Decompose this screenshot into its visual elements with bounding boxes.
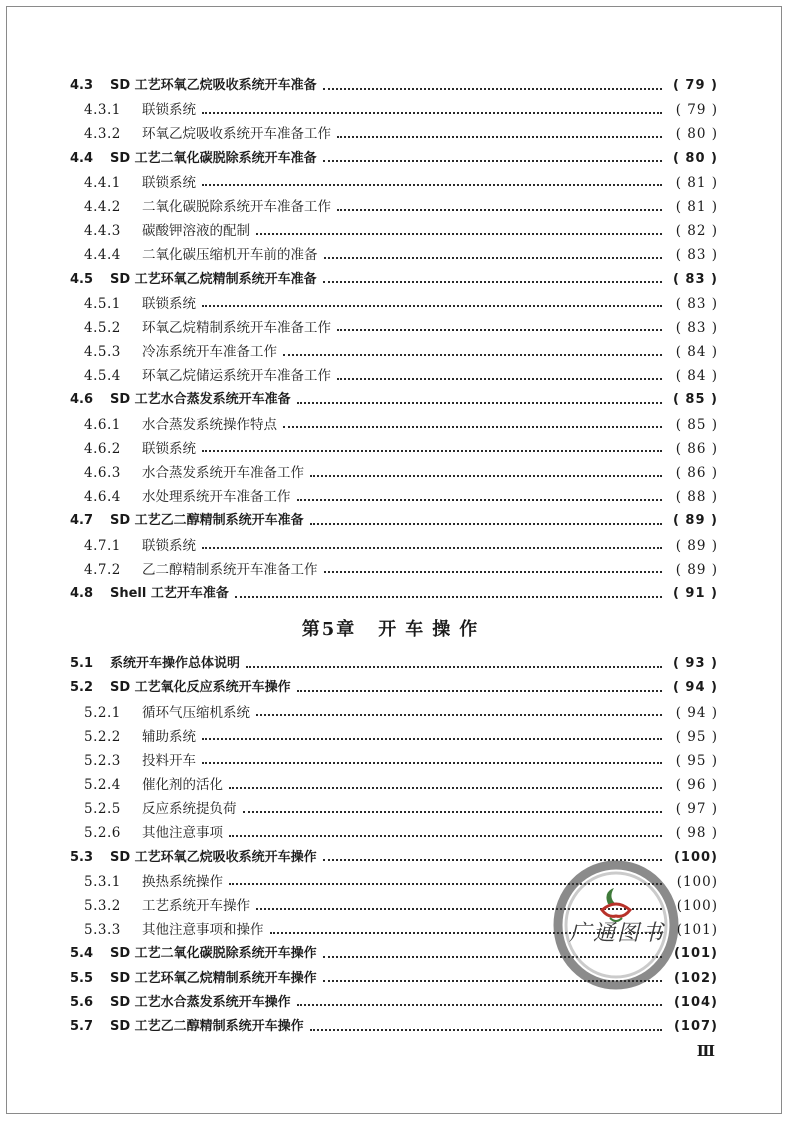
toc-entry-number: 4.7 [70,513,94,529]
toc-entry-page: ( 89 ) [675,561,718,578]
toc-entry-page: ( 83 ) [675,319,718,336]
toc-entry-number: 5.6 [70,994,94,1010]
toc-entry-number: 5.2 [70,680,94,696]
toc-entry-title: 水处理系统开车准备工作 [142,489,291,506]
toc-entry-page: ( 89 ) [675,537,718,554]
toc-entry-number: 5.3.3 [84,922,121,939]
toc-entry[interactable] [70,219,718,243]
chapter-title: 开车操作 [378,619,487,641]
toc-entry[interactable] [70,749,718,773]
toc-entry-number: 5.5 [70,970,94,986]
toc-entry-page: ( 83 ) [672,271,718,287]
toc-entry[interactable] [70,74,718,98]
toc-entry-title: SD 工艺乙二醇精制系统开车准备 [110,513,304,529]
toc-entry-title: 水合蒸发系统操作特点 [142,416,277,433]
toc-entry-page: (100) [673,849,718,865]
toc-entry-page: ( 80 ) [672,150,718,166]
toc-entry-title: 环氧乙烷精制系统开车准备工作 [142,319,331,336]
toc-entry-page: ( 81 ) [675,198,718,215]
toc-section-chapter4 [70,74,718,606]
toc-entry-number: 4.5.4 [84,368,121,385]
toc-entry[interactable] [70,701,718,725]
toc-dot-leader [310,466,662,477]
toc-entry[interactable] [70,340,718,364]
toc-entry[interactable] [70,558,718,582]
toc-dot-leader [297,681,662,692]
toc-entry-number: 4.6.1 [84,416,121,433]
toc-entry-title: SD 工艺乙二醇精制系统开车操作 [110,1018,304,1034]
toc-entry-page: ( 84 ) [675,344,718,361]
toc-entry-title: 环氧乙烷储运系统开车准备工作 [142,368,331,385]
toc-entry-number: 5.3 [70,849,94,865]
toc-entry-number: 5.3.2 [84,898,121,914]
toc-entry-title: SD 工艺水合蒸发系统开车操作 [110,994,291,1010]
toc-entry-page: ( 79 ) [675,102,718,119]
toc-entry[interactable] [70,725,718,749]
toc-entry-number: 4.4.2 [84,198,121,215]
toc-entry-title: SD 工艺环氧乙烷精制系统开车操作 [110,970,317,986]
toc-dot-leader [246,657,662,668]
toc-dot-leader [202,296,662,307]
toc-dot-leader [283,345,662,356]
toc-dot-leader [256,705,662,716]
toc-entry-title: 反应系统提负荷 [142,801,237,818]
toc-dot-leader [202,103,662,114]
toc-entry-number: 4.7.1 [84,537,121,554]
toc-entry-title: 其他注意事项和操作 [142,922,264,939]
toc-entry[interactable] [70,1015,718,1039]
page-number: Ⅲ [696,1042,714,1060]
toc-entry-number: 4.6 [70,392,94,408]
toc-entry-title: SD 工艺氧化反应系统开车操作 [110,680,291,696]
toc-entry[interactable] [70,171,718,195]
toc-entry-page: (101) [676,922,718,939]
toc-entry-number: 4.3 [70,78,94,93]
toc-entry-page: ( 81 ) [675,174,718,191]
swirl-icon [602,904,630,916]
toc-entry[interactable] [70,991,718,1015]
toc-entry[interactable] [70,534,718,558]
toc-entry-number: 5.7 [70,1018,94,1034]
toc-entry-title: 系统开车操作总体说明 [110,656,241,672]
toc-entry-title: SD 工艺环氧乙烷吸收系统开车准备 [110,78,317,93]
toc-dot-leader [323,79,662,90]
toc-entry[interactable] [70,485,718,509]
toc-entry-title: 乙二醇精制系统开车准备工作 [142,561,318,578]
toc-entry-number: 5.2.1 [84,704,121,721]
toc-entry-title: 换热系统操作 [142,873,223,890]
toc-dot-leader [324,248,663,259]
toc-entry-title: 碳酸钾溶液的配制 [142,223,250,240]
toc-entry-page: ( 97 ) [675,801,718,818]
toc-entry-page: ( 82 ) [675,223,718,240]
toc-entry-number: 5.2.4 [84,777,121,794]
toc-entry[interactable] [70,413,718,437]
toc-dot-leader [202,753,662,764]
toc-entry-title: 冷冻系统开车准备工作 [142,344,277,361]
toc-entry-number: 5.3.1 [84,873,121,890]
toc-entry[interactable] [70,195,718,219]
stamp-text: 广通图书 [568,921,665,946]
toc-entry[interactable] [70,292,718,316]
toc-dot-leader [310,1020,662,1031]
toc-entry-title: 联锁系统 [142,174,196,191]
toc-entry[interactable] [70,316,718,340]
toc-entry-title: 其他注意事项 [142,825,223,842]
toc-entry-title: 联锁系统 [142,440,196,457]
toc-entry-number: 5.2.5 [84,801,121,818]
toc-entry[interactable] [70,821,718,845]
toc-dot-leader [337,200,662,211]
toc-dot-leader [229,826,662,837]
toc-entry-page: ( 96 ) [675,777,718,794]
toc-entry-title: 联锁系统 [142,102,196,119]
toc-entry[interactable] [70,98,718,122]
toc-entry[interactable] [70,797,718,821]
leaf-icon [606,888,616,904]
toc-entry[interactable] [70,652,718,676]
chapter-heading [70,608,718,652]
toc-entry-number: 4.4.4 [84,247,121,264]
toc-dot-leader [283,417,662,428]
toc-entry-title: Shell 工艺开车准备 [110,585,229,601]
toc-dot-leader [202,441,662,452]
toc-entry-title: 联锁系统 [142,537,196,554]
toc-dot-leader [323,272,662,283]
toc-entry-title: 工艺系统开车操作 [142,898,250,914]
toc-entry-title: 二氧化碳压缩机开车前的准备 [142,247,318,264]
toc-entry[interactable] [70,147,718,171]
toc-entry[interactable] [70,122,718,146]
toc-entry[interactable] [70,582,718,606]
toc-entry-number: 4.6.4 [84,489,121,506]
toc-entry-title: SD 工艺二氧化碳脱除系统开车准备 [110,150,317,166]
toc-dot-leader [297,490,663,501]
toc-entry-number: 4.4.3 [84,223,121,240]
publisher-stamp [548,858,684,992]
toc-entry-number: 5.2.6 [84,825,121,842]
toc-entry-page: ( 95 ) [675,728,718,745]
toc-entry-page: ( 94 ) [675,704,718,721]
toc-entry-title: 催化剂的活化 [142,777,223,794]
toc-entry-number: 4.7.2 [84,561,121,578]
toc-entry-page: (104) [673,994,718,1010]
chapter-number: 第5章 [301,619,357,641]
toc-entry-page: ( 83 ) [675,295,718,312]
toc-entry-page: ( 85 ) [672,392,718,408]
toc-entry-number: 5.4 [70,946,94,962]
toc-entry-page: ( 85 ) [675,416,718,433]
toc-entry-title: 辅助系统 [142,728,196,745]
toc-entry[interactable] [70,268,718,292]
toc-entry[interactable] [70,364,718,388]
toc-entry-page: ( 88 ) [675,489,718,506]
toc-dot-leader [310,514,662,525]
toc-entry-number: 5.2.3 [84,752,121,769]
toc-dot-leader [235,587,662,598]
toc-entry[interactable] [70,461,718,485]
toc-entry-page: ( 89 ) [672,513,718,529]
toc-entry[interactable] [70,388,718,412]
toc-dot-leader [202,729,662,740]
toc-entry-number: 5.2.2 [84,728,121,745]
toc-dot-leader [323,151,662,162]
toc-entry-page: ( 94 ) [672,680,718,696]
toc-entry-page: (101) [673,946,718,962]
toc-entry-page: (107) [673,1018,718,1034]
toc-entry-number: 4.4 [70,150,94,166]
toc-entry-title: SD 工艺环氧乙烷精制系统开车准备 [110,271,317,287]
toc-entry-number: 4.6.3 [84,465,121,481]
toc-entry-page: (100) [676,873,718,890]
toc-entry-page: ( 80 ) [675,126,718,143]
toc-entry-title: 水合蒸发系统开车准备工作 [142,465,304,481]
toc-dot-leader [256,224,662,235]
toc-entry-number: 4.6.2 [84,440,121,457]
toc-entry-page: ( 95 ) [675,752,718,769]
toc-entry-page: ( 83 ) [675,247,718,264]
toc-entry-title: SD 工艺水合蒸发系统开车准备 [110,392,291,408]
toc-entry-page: ( 79 ) [672,78,718,93]
toc-dot-leader [202,175,662,186]
toc-dot-leader [324,562,663,573]
toc-entry-title: 循环气压缩机系统 [142,704,250,721]
toc-entry[interactable] [70,243,718,267]
toc-entry-title: 联锁系统 [142,295,196,312]
toc-dot-leader [297,995,662,1006]
toc-dot-leader [337,320,662,331]
toc-dot-leader [297,393,662,404]
toc-entry[interactable] [70,509,718,533]
toc-entry-number: 4.3.1 [84,102,121,119]
toc-entry[interactable] [70,773,718,797]
toc-entry-page: ( 86 ) [675,440,718,457]
toc-entry-page: ( 86 ) [675,465,718,481]
toc-entry-page: ( 84 ) [675,368,718,385]
toc-entry[interactable] [70,676,718,700]
toc-entry-page: ( 91 ) [672,585,718,601]
toc-dot-leader [337,369,662,380]
toc-entry-title: 环氧乙烷吸收系统开车准备工作 [142,126,331,143]
toc-dot-leader [337,127,662,138]
toc-entry-number: 5.1 [70,656,94,672]
toc-entry-page: ( 93 ) [672,656,718,672]
toc-entry-number: 4.5.3 [84,344,121,361]
toc-entry-title: 投料开车 [142,752,196,769]
toc-entry-number: 4.5.2 [84,319,121,336]
toc-entry-number: 4.3.2 [84,126,121,143]
toc-entry-number: 4.5.1 [84,295,121,312]
toc-entry-number: 4.4.1 [84,174,121,191]
toc-entry-page: (102) [673,970,718,986]
toc-entry-number: 4.5 [70,271,94,287]
toc-entry-page: (100) [676,898,718,914]
toc-entry[interactable] [70,437,718,461]
toc-entry-number: 4.8 [70,585,94,601]
toc-entry-title: 二氧化碳脱除系统开车准备工作 [142,198,331,215]
toc-entry-page: ( 98 ) [675,825,718,842]
toc-dot-leader [229,778,662,789]
toc-entry-title: SD 工艺环氧乙烷吸收系统开车操作 [110,849,317,865]
toc-entry-title: SD 工艺二氧化碳脱除系统开车操作 [110,946,317,962]
toc-dot-leader [243,802,663,813]
toc-dot-leader [202,538,662,549]
